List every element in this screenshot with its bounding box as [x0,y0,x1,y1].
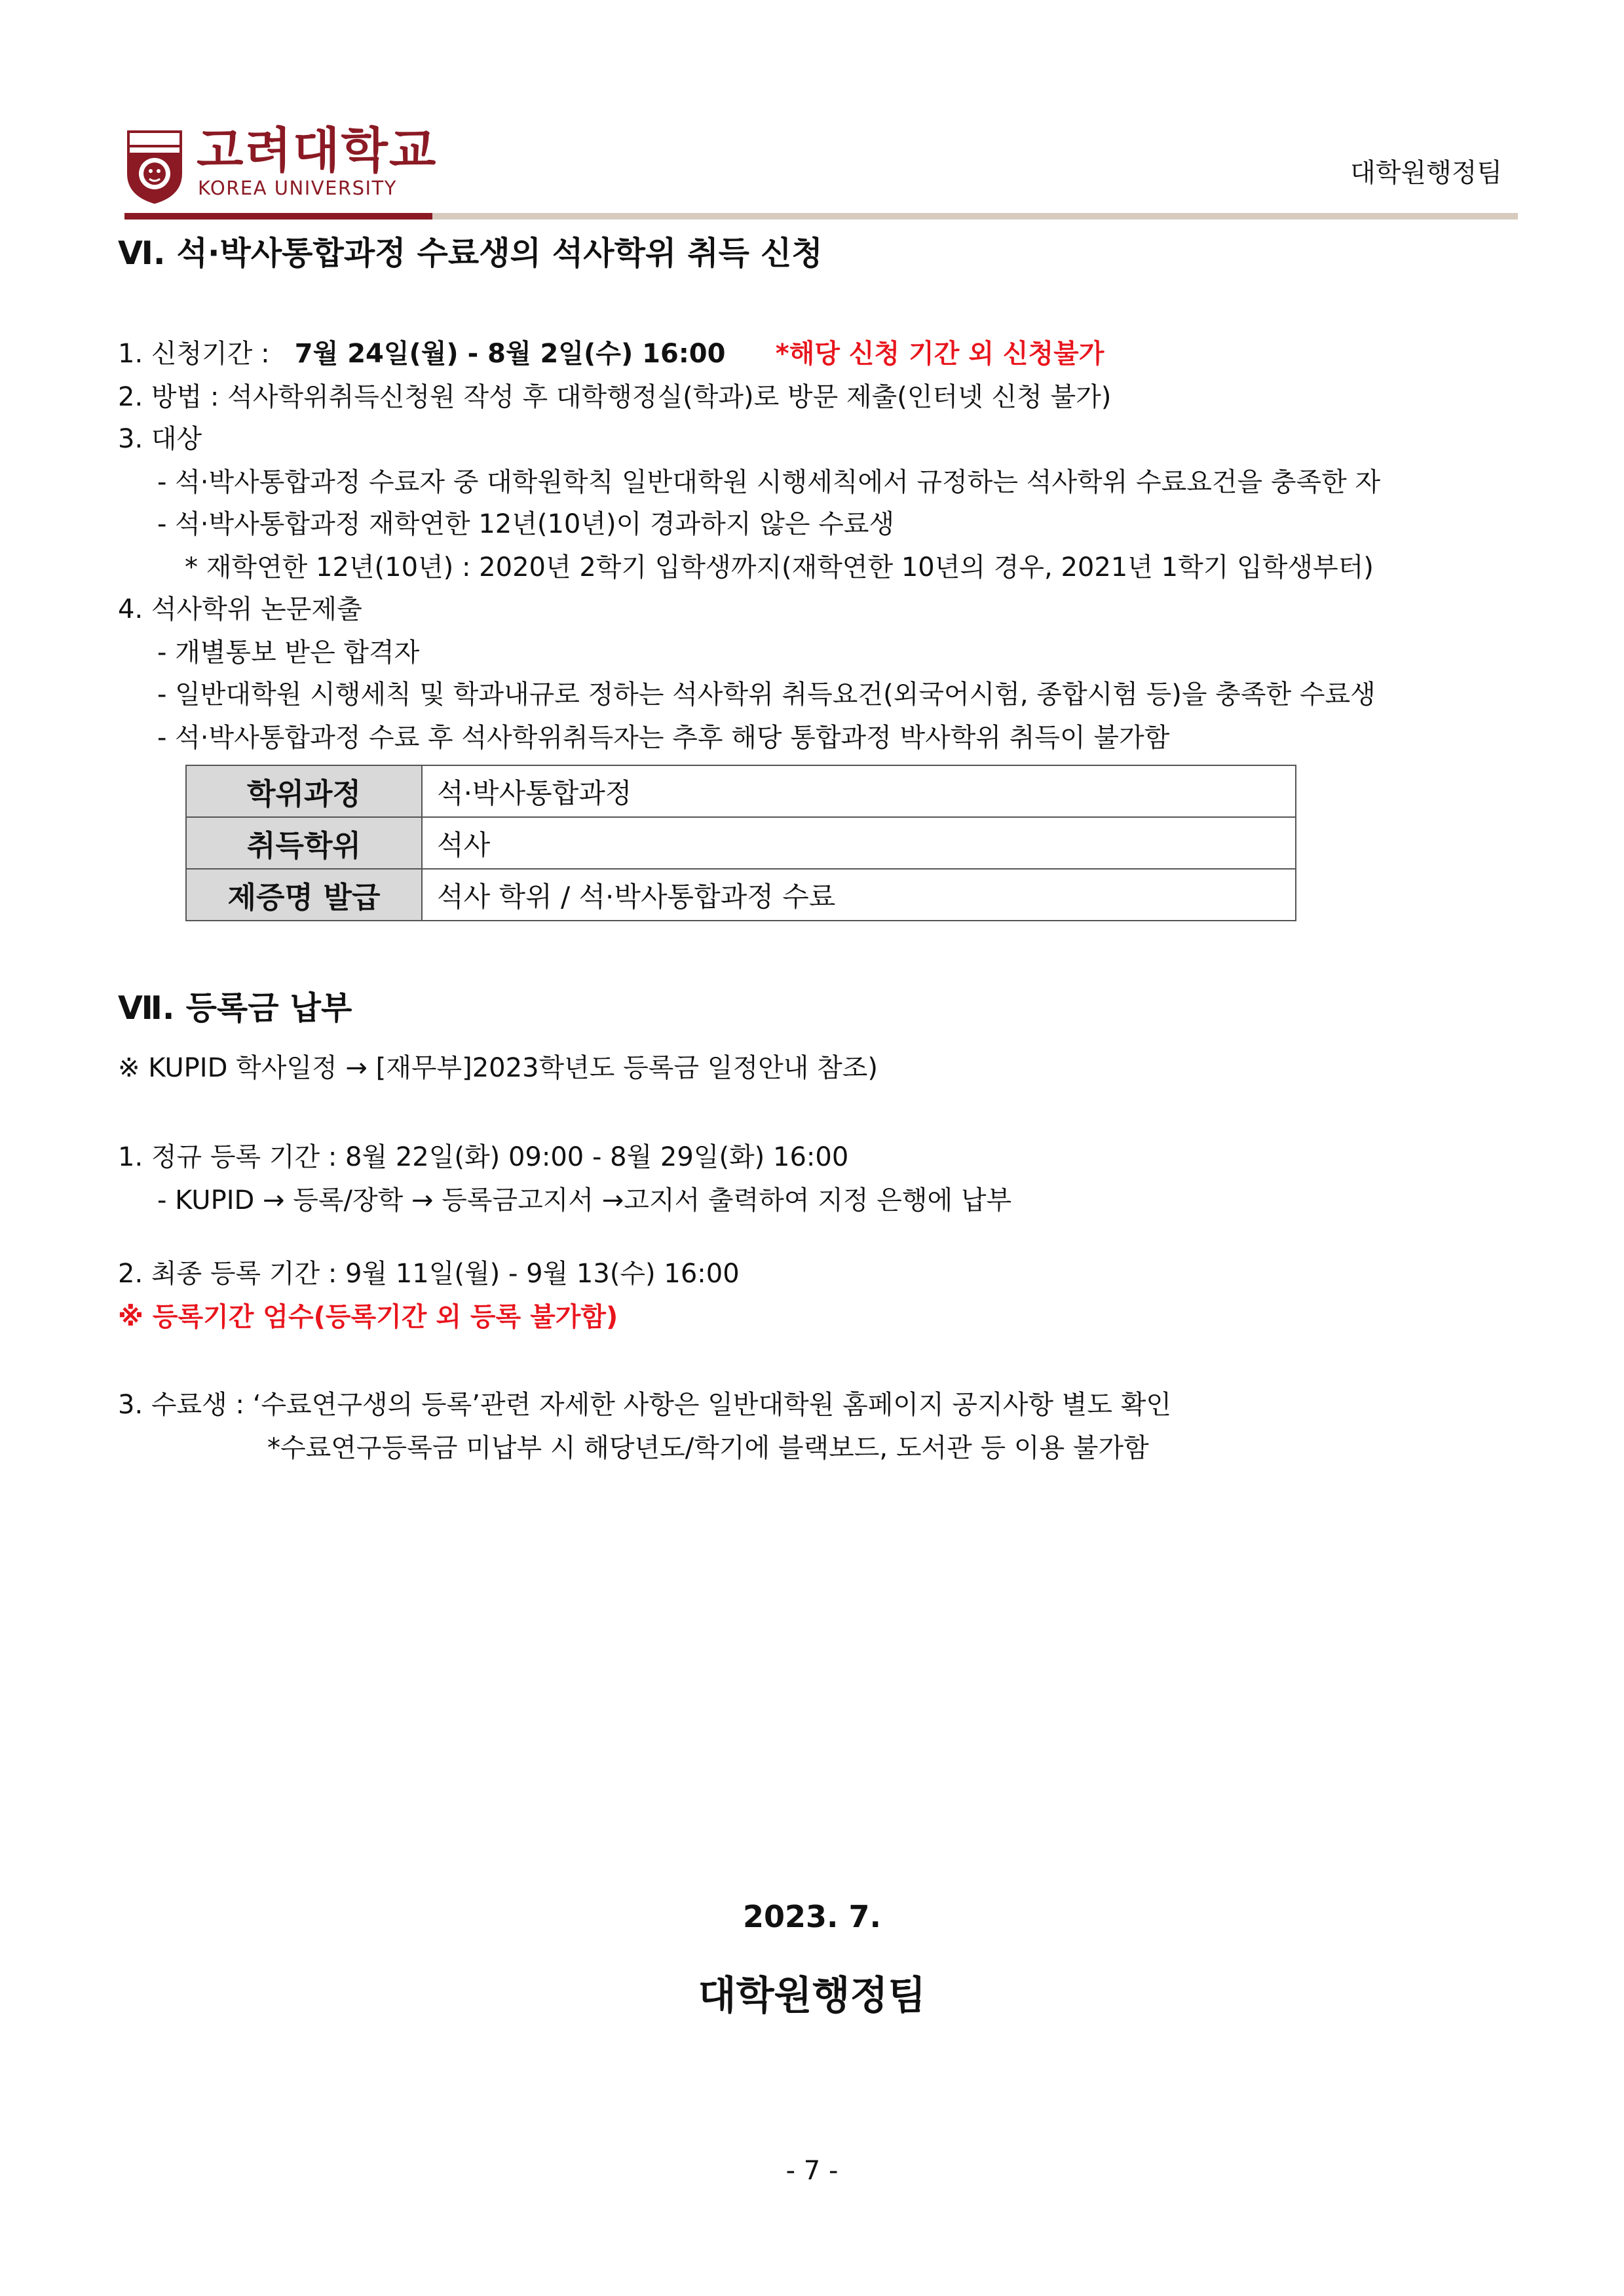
sec6-item-3: 3. 대상 [118,424,202,454]
table-row [186,869,1296,921]
table-key: 취득학위 [186,817,422,869]
logo-english-name: KOREA UNIVERSITY [198,177,397,199]
sec6-item-1-label: 1. 신청기간 : [118,339,270,369]
table-value: 석사 학위 / 석·박사통합과정 수료 [422,869,1296,921]
table-value: 석사 [422,817,1296,869]
sec6-item-3-c: * 재학연한 12년(10년) : 2020년 2학기 입학생까지(재학연한 10년의 경우, 2021년 1학기 입학생부터) [185,552,1374,583]
sec6-item-2: 2. 방법 : 석사학위취득신청원 작성 후 대학행정실(학과)로 방문 제출(인터넷 신청 불가) [118,382,1112,412]
sec7-item-3: 3. 수료생 : ‘수료연구생의 등록’관련 자세한 사항은 일반대학원 홈페이지 공지사항 별도 확인 [118,1390,1171,1420]
sec6-item-4-c: - 석·박사통합과정 수료 후 석사학위취득자는 추후 해당 통합과정 박사학위 취득이 불가함 [157,723,1170,753]
sec6-item-1-period: 7월 24일(월) - 8월 2일(수) 16:00 [294,339,726,369]
sec6-item-4: 4. 석사학위 논문제출 [118,594,362,624]
table-row [186,817,1296,869]
sec7-reference: ※ KUPID 학사일정 → [재무부]2023학년도 등록금 일정안내 참조) [118,1053,878,1083]
sec7-item-1-a: - KUPID → 등록/장학 → 등록금고지서 →고지서 출력하여 지정 은행에 납부 [157,1185,1012,1215]
footer-date: 2023. 7. [743,1899,881,1934]
logo-korean-name: 고려대학교 [197,123,438,179]
sec7-item-1: 1. 정규 등록 기간 : 8월 22일(화) 09:00 - 8월 29일(화) 16:00 [118,1142,849,1172]
table-key: 학위과정 [186,765,422,817]
footer-department: 대학원행정팀 [698,1973,926,2019]
header-rule-accent [124,213,432,220]
sec7-item-3-a: *수료연구등록금 미납부 시 해당년도/학기에 블랙보드, 도서관 등 이용 불가함 [267,1433,1149,1463]
sec7-item-2: 2. 최종 등록 기간 : 9월 11일(월) - 9월 13(수) 16:00 [118,1259,740,1289]
university-seal-icon [124,128,185,205]
table-key: 제증명 발급 [186,869,422,921]
degree-info-table [185,765,1296,921]
section-6-title: Ⅵ. 석·박사통합과정 수료생의 석사학위 취득 신청 [118,235,823,272]
sec6-item-4-a: - 개별통보 받은 합격자 [157,638,420,668]
sec7-item-2-warning: ※ 등록기간 엄수(등록기간 외 등록 불가함) [118,1302,618,1332]
sec6-item-3-a: - 석·박사통합과정 수료자 중 대학원학칙 일반대학원 시행세칙에서 규정하는 석사학위 수료요건을 충족한 자 [157,467,1381,497]
table-row [186,765,1296,817]
header-rule [432,213,1518,220]
section-7-title: Ⅶ. 등록금 납부 [118,989,352,1027]
sec6-item-1 [118,333,1104,370]
sec6-item-4-b: - 일반대학원 시행세칙 및 학과내규로 정하는 석사학위 취득요건(외국어시험, 종합시험 등)을 충족한 수료생 [157,679,1376,710]
sec6-item-3-b: - 석·박사통합과정 재학연한 12년(10년)이 경과하지 않은 수료생 [157,509,895,539]
page-number: - 7 - [785,2156,839,2186]
table-value: 석·박사통합과정 [422,765,1296,817]
header-department: 대학원행정팀 [1350,158,1502,188]
sec6-item-1-note: *해당 신청 기간 외 신청불가 [775,339,1105,369]
